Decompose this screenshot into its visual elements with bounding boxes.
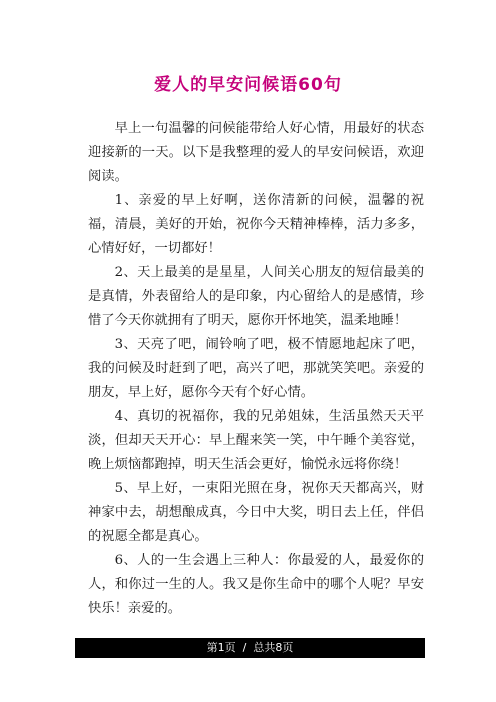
paragraph-4: 4、真切的祝福你，我的兄弟姐妹，生活虽然天天平淡，但却天天开心：早上醒来笑一笑，中午睡个美容觉，晚上烦恼都跑掉，明天生活会更好，愉悦永远将你绕！ bbox=[88, 409, 424, 472]
page-title: 爱人的早安问候语60句 bbox=[154, 75, 342, 95]
paragraph-2: 2、天上最美的是星星，人间关心朋友的短信最美的是真情，外表留给人的是印象，内心留给人的是感情，珍惜了今天你就拥有了明天，愿你开怀地笑，温柔地睡！ bbox=[88, 265, 424, 328]
page-number-label: 第1页 / 总共8页 bbox=[206, 641, 294, 654]
paragraph-intro: 早上一句温馨的问候能带给人好心情，用最好的状态迎接新的一天。以下是我整理的爱人的早安问候语，欢迎阅读。 bbox=[88, 121, 424, 184]
page-footer bbox=[75, 638, 425, 658]
paragraph-5: 5、早上好，一束阳光照在身，祝你天天都高兴，财神家中去，胡想酿成真，今日中大奖，明日去上任，伴侣的祝愿全都是真心。 bbox=[88, 481, 424, 544]
paragraph-1: 1、亲爱的早上好啊，送你清新的问候，温馨的祝福，清晨，美好的开始，祝你今天精神棒棒，活力多多，心情好好，一切都好！ bbox=[88, 193, 424, 256]
paragraph-6: 6、人的一生会遇上三种人：你最爱的人，最爱你的人，和你过一生的人。我又是你生命中的哪个人呢？早安快乐！亲爱的。 bbox=[88, 553, 424, 616]
paragraph-3: 3、天亮了吧，闹铃响了吧，极不情愿地起床了吧，我的问候及时赶到了吧，高兴了吧，那就笑笑吧。亲爱的朋友，早上好，愿你今天有个好心情。 bbox=[88, 337, 424, 400]
document-body bbox=[88, 117, 424, 621]
